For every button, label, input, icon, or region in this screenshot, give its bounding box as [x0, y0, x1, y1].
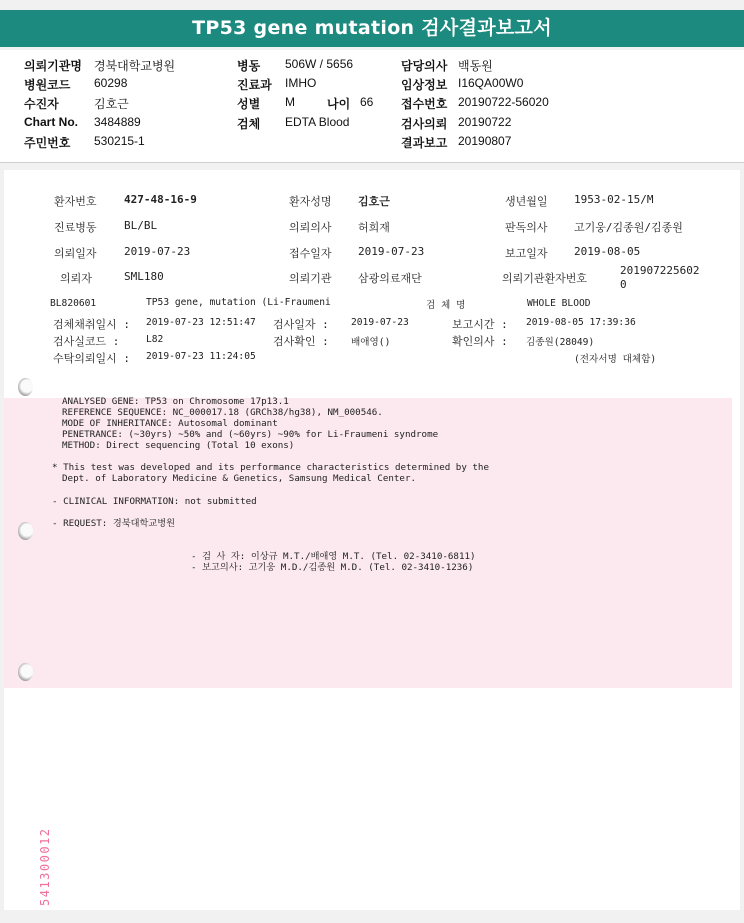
report-title: TP53 gene mutation 검사결과보고서: [0, 10, 744, 47]
info-age: 나이 66: [327, 95, 374, 111]
grid-label: 접수일자: [289, 247, 332, 260]
result-inheritance: MODE OF INHERITANCE: Autosomal dominant: [62, 418, 278, 429]
grid-value: 2019-07-23: [124, 245, 191, 258]
grid-value: 1953-02-15/M: [574, 193, 654, 206]
room-value: L82: [146, 334, 164, 345]
grid-label: 의뢰일자: [54, 247, 97, 260]
grid-label: 진료병동: [54, 221, 97, 234]
binder-hole-icon: [18, 663, 33, 681]
report-time-value: 2019-08-05 17:39:36: [526, 317, 636, 328]
info-institution: 의뢰기관명 경북대학교병원: [24, 59, 176, 73]
exam-date-label: 검사일자 :: [273, 318, 329, 331]
binder-hole-icon: [18, 378, 33, 396]
exam-date-value: 2019-07-23: [351, 317, 409, 328]
grid-value: 삼광의료재단: [358, 272, 422, 285]
specimen-value: WHOLE BLOOD: [527, 298, 591, 309]
report-time-label: 보고시간 :: [452, 318, 508, 331]
grid-value: 427-48-16-9: [124, 193, 197, 206]
info-request-date: 검사의뢰 20190722: [401, 115, 512, 131]
test-name: TP53 gene, mutation (Li-Fraumeni: [146, 297, 331, 308]
grid-value: SML180: [124, 270, 164, 283]
specimen-label: 검 체 명: [426, 300, 466, 311]
consign-value: 2019-07-23 11:24:05: [146, 351, 256, 362]
grid-label: 환자번호: [54, 195, 97, 208]
info-hospital-code: 병원코드 60298: [24, 76, 128, 92]
binder-hole-icon: [18, 522, 33, 540]
info-specimen: 검체 EDTA Blood: [237, 115, 350, 131]
confirm-value: 배애영(): [351, 337, 391, 348]
room-label: 검사실코드 :: [53, 335, 120, 348]
consign-label: 수탁의뢰일시 :: [53, 352, 131, 365]
side-serial-number: 541300012: [38, 827, 52, 906]
grid-label: 보고일자: [505, 247, 548, 260]
grid-label: 의뢰기관: [289, 272, 332, 285]
grid-label: 의뢰자: [60, 272, 92, 285]
info-resident-no: 주민번호 530215-1: [24, 134, 145, 150]
info-chart-no: Chart No. 3484889: [24, 115, 141, 129]
grid-value: 201907225602: [620, 264, 700, 277]
info-panel: [0, 50, 744, 163]
grid-label: 생년월일: [505, 195, 548, 208]
info-department: 진료과 IMHO: [237, 76, 317, 92]
grid-label: 의뢰기관환자번호: [502, 272, 588, 285]
result-method: METHOD: Direct sequencing (Total 10 exons): [62, 440, 295, 451]
grid-value: 2019-08-05: [574, 245, 641, 258]
grid-value: 김호근: [358, 195, 390, 208]
note-development: * This test was developed and its performance characteristics determined by the: [52, 462, 489, 473]
grid-value: BL/BL: [124, 219, 158, 232]
result-gene: ANALYSED GENE: TP53 on Chromosome 17p13.1: [62, 396, 289, 407]
grid-label: 의뢰의사: [289, 221, 332, 234]
info-physician: 담당의사 백동원: [401, 59, 493, 73]
note-development-cont: Dept. of Laboratory Medicine & Genetics, Samsung Medical Center.: [62, 473, 417, 484]
info-receipt-no: 접수번호 20190722-56020: [401, 95, 549, 111]
note-reporter: - 보고의사: 고기웅 M.D./김종원 M.D. (Tel. 02-3410-1236): [191, 562, 474, 573]
result-reference: REFERENCE SEQUENCE: NC_000017.18 (GRCh38/hg38), NM_000546.: [62, 407, 383, 418]
info-patient: 수진자 김호근: [24, 97, 129, 111]
confirm-label: 검사확인 :: [273, 335, 329, 348]
collect-value: 2019-07-23 12:51:47: [146, 317, 256, 328]
grid-label: 판독의사: [505, 221, 548, 234]
signature-note: (전자서명 대체함): [574, 354, 657, 365]
info-ward: 병동 506W / 5656: [237, 57, 354, 73]
grid-value: 2019-07-23: [358, 245, 425, 258]
test-code: BL820601: [50, 298, 97, 309]
grid-value: 허희재: [358, 221, 390, 234]
note-clinical: - CLINICAL INFORMATION: not submitted: [52, 496, 257, 507]
grid-value: 고기웅/김종원/김종원: [574, 221, 683, 234]
result-penetrance: PENETRANCE: (~30yrs) ~50% and (~60yrs) ~90% for Li-Fraumeni syndrome: [62, 429, 439, 440]
note-examiner: - 검 사 자: 이상규 M.T./배애영 M.T. (Tel. 02-3410-6811): [191, 551, 476, 562]
note-request: - REQUEST: 경북대학교병원: [52, 518, 175, 529]
grid-label: 환자성명: [289, 195, 332, 208]
info-report-date: 결과보고 20190807: [401, 134, 512, 150]
confirm-doc-label: 확인의사 :: [452, 335, 508, 348]
collect-label: 검체채취일시 :: [53, 318, 131, 331]
grid-value-cont: 0: [620, 278, 627, 291]
confirm-doc-value: 김종원(28049): [526, 337, 595, 348]
info-sex: 성별 M: [237, 95, 295, 111]
info-clinical-info: 임상정보 I16QA00W0: [401, 76, 524, 92]
